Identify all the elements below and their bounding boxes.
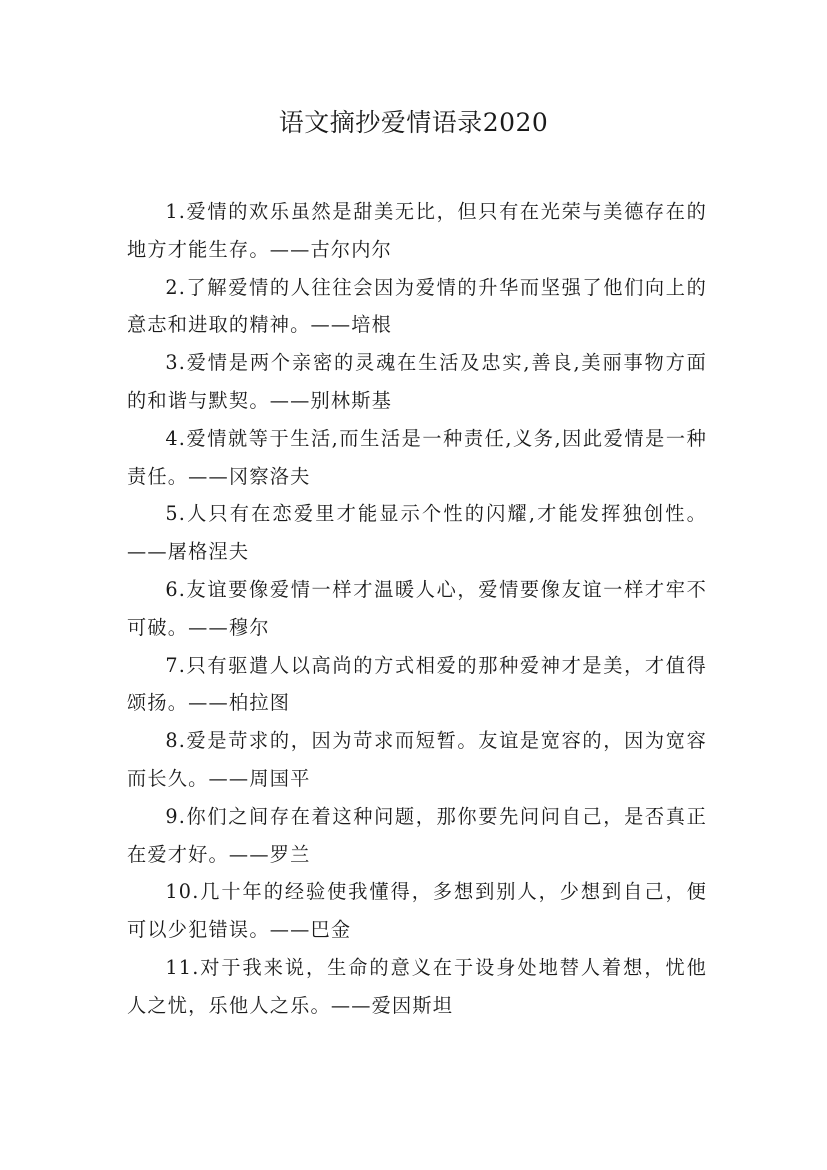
quote-list [127, 193, 707, 1025]
quote-item: 11.对于我来说，生命的意义在于设身处地替人着想，忧他人之忧，乐他人之乐。——爱因斯坦 [127, 955, 707, 1017]
quote-item: 9.你们之间存在着这种问题，那你要先问问自己，是否真正在爱才好。——罗兰 [127, 804, 707, 866]
quote-item: 1.爱情的欢乐虽然是甜美无比，但只有在光荣与美德存在的地方才能生存。——古尔内尔 [127, 200, 707, 261]
quote-item: 3.爱情是两个亲密的灵魂在生活及忠实,善良,美丽事物方面的和谐与默契。——别林斯基 [127, 351, 707, 412]
quote-item: 4.爱情就等于生活,而生活是一种责任,义务,因此爱情是一种责任。——冈察洛夫 [127, 426, 707, 488]
quote-item: 5.人只有在恋爱里才能显示个性的闪耀,才能发挥独创性。——屠格涅夫 [127, 502, 707, 564]
quote-item: 2.了解爱情的人往往会因为爱情的升华而坚强了他们向上的意志和进取的精神。——培根 [127, 275, 707, 337]
quote-item: 10.几十年的经验使我懂得，多想到别人，少想到自己，便可以少犯错误。——巴金 [127, 880, 707, 942]
quote-item: 7.只有驱遣人以高尚的方式相爱的那种爱神才是美，才值得颂扬。——柏拉图 [127, 653, 707, 715]
quote-item: 8.爱是苛求的，因为苛求而短暂。友谊是宽容的，因为宽容而长久。——周国平 [127, 729, 707, 790]
quote-item: 6.友谊要像爱情一样才温暖人心，爱情要像友谊一样才牢不可破。——穆尔 [127, 577, 707, 639]
page-title: 语文摘抄爱情语录2020 [278, 108, 549, 137]
